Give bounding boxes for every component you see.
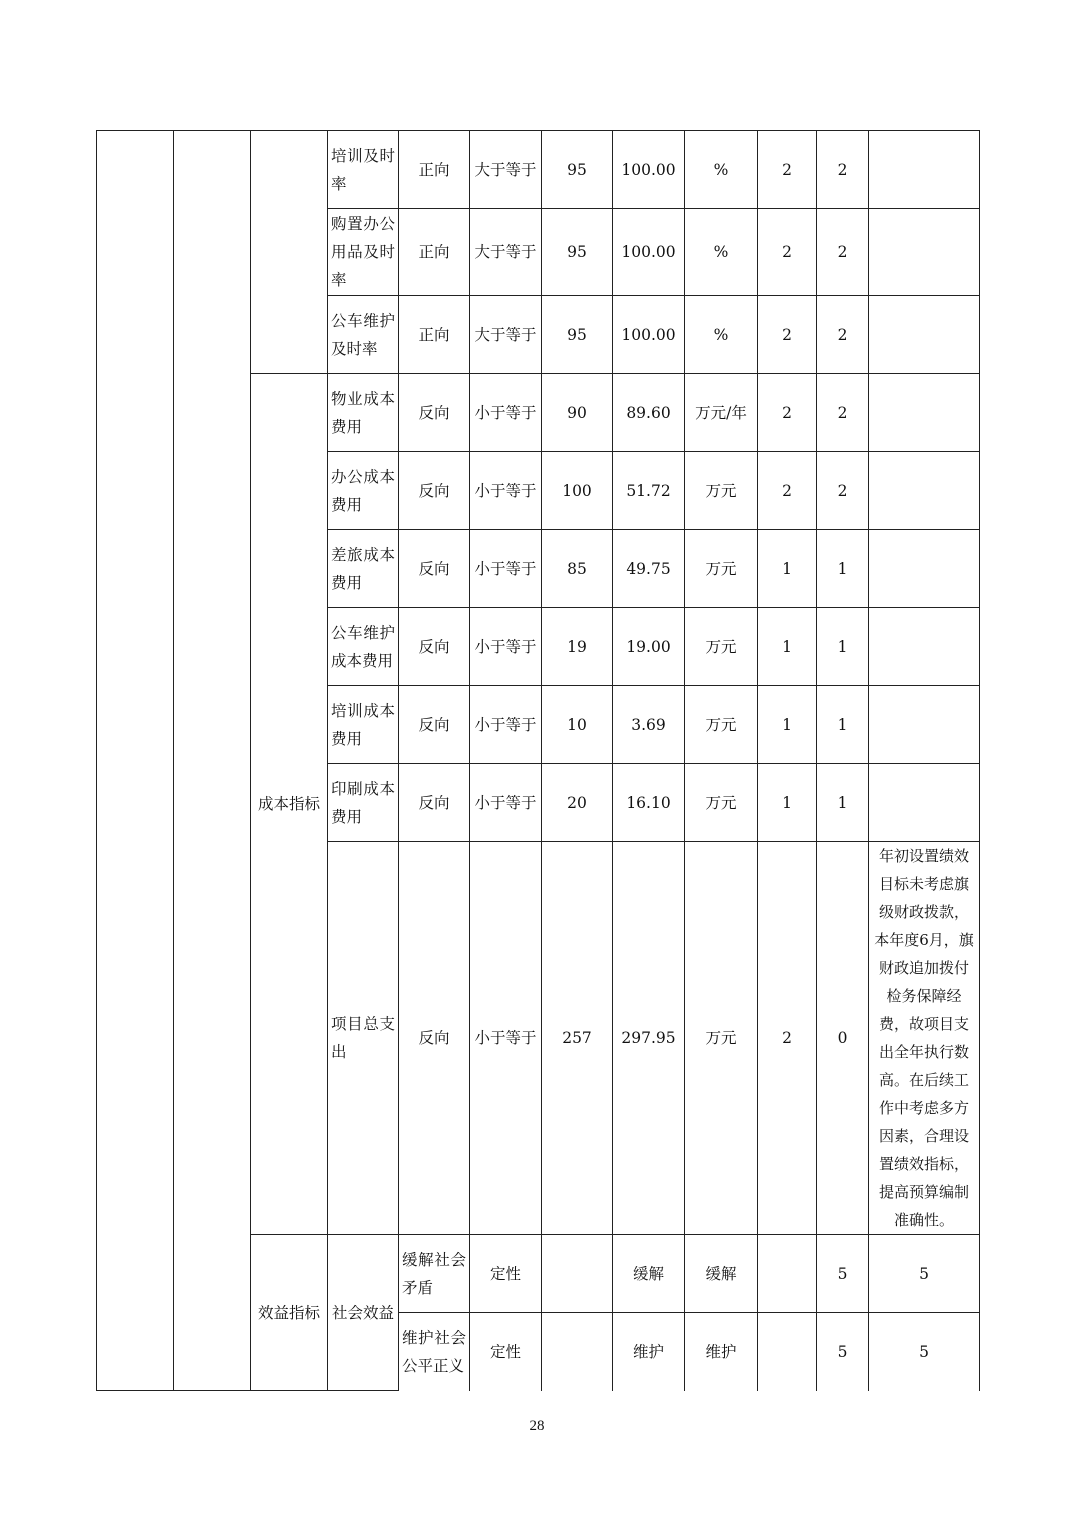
indicator-name: 办公成本费用 [328, 452, 399, 530]
indicator-direction: 正向 [399, 209, 470, 296]
indicator-score: 5 [869, 1313, 980, 1391]
indicator-comparator: 小于等于 [470, 530, 542, 608]
indicator-score: 1 [817, 530, 869, 608]
indicator-comparator: 小于等于 [470, 764, 542, 842]
indicator-target: 95 [542, 131, 613, 209]
indicator-unit: % [685, 131, 758, 209]
social-benefit-category: 社会效益 [328, 1235, 399, 1391]
indicator-target: 85 [542, 530, 613, 608]
indicator-weight: 1 [758, 686, 817, 764]
indicator-weight: 1 [758, 608, 817, 686]
indicator-unit: 万元 [685, 764, 758, 842]
indicator-weight: 1 [758, 530, 817, 608]
indicator-weight: 5 [817, 1313, 869, 1391]
indicator-actual: 51.72 [613, 452, 685, 530]
indicator-weight: 5 [817, 1235, 869, 1313]
indicator-direction: 反向 [399, 374, 470, 452]
indicator-score: 1 [817, 608, 869, 686]
indicator-weight: 2 [758, 374, 817, 452]
indicator-unit: 万元 [685, 842, 758, 1235]
indicator-comparator: 大于等于 [470, 131, 542, 209]
indicator-note [869, 209, 980, 296]
indicator-score: 2 [817, 296, 869, 374]
indicator-name: 公车维护及时率 [328, 296, 399, 374]
indicator-direction: 正向 [399, 296, 470, 374]
indicator-note [869, 131, 980, 209]
indicator-comparator: 小于等于 [470, 374, 542, 452]
indicator-score: 2 [817, 374, 869, 452]
indicator-name: 项目总支出 [328, 842, 399, 1235]
indicator-name: 培训成本费用 [328, 686, 399, 764]
indicator-unit: 万元 [685, 530, 758, 608]
performance-indicator-table [96, 130, 980, 1391]
indicator-weight: 2 [758, 209, 817, 296]
indicator-score: 1 [817, 764, 869, 842]
indicator-note [869, 530, 980, 608]
indicator-comparator [542, 1313, 613, 1391]
indicator-comparator: 小于等于 [470, 842, 542, 1235]
indicator-target: 19 [542, 608, 613, 686]
indicator-score: 2 [817, 452, 869, 530]
indicator-score: 0 [817, 842, 869, 1235]
indicator-name: 维护社会公平正义 [399, 1313, 470, 1391]
indicator-actual: 100.00 [613, 209, 685, 296]
indicator-note [869, 686, 980, 764]
indicator-target: 257 [542, 842, 613, 1235]
indicator-weight: 2 [758, 842, 817, 1235]
indicator-target: 维护 [613, 1313, 685, 1391]
indicator-score: 2 [817, 131, 869, 209]
indicator-name: 物业成本费用 [328, 374, 399, 452]
page-number: 28 [529, 1418, 545, 1434]
indicator-note [869, 374, 980, 452]
indicator-actual: 维护 [685, 1313, 758, 1391]
indicator-name: 差旅成本费用 [328, 530, 399, 608]
indicator-actual: 缓解 [685, 1235, 758, 1313]
indicator-unit [758, 1313, 817, 1391]
indicator-comparator: 大于等于 [470, 296, 542, 374]
indicator-score: 2 [817, 209, 869, 296]
indicator-direction: 反向 [399, 764, 470, 842]
indicator-name: 公车维护成本费用 [328, 608, 399, 686]
indicator-target: 10 [542, 686, 613, 764]
indicator-direction: 定性 [470, 1313, 542, 1391]
indicator-weight: 2 [758, 296, 817, 374]
indicator-direction: 反向 [399, 530, 470, 608]
indicator-name: 缓解社会矛盾 [399, 1235, 470, 1313]
level3-category-cell [251, 131, 328, 374]
indicator-direction: 反向 [399, 686, 470, 764]
indicator-direction: 反向 [399, 452, 470, 530]
indicator-score: 5 [869, 1235, 980, 1313]
indicator-score: 1 [817, 686, 869, 764]
indicator-target: 100 [542, 452, 613, 530]
indicator-actual: 100.00 [613, 131, 685, 209]
indicator-name: 印刷成本费用 [328, 764, 399, 842]
indicator-weight: 2 [758, 131, 817, 209]
indicator-note [869, 296, 980, 374]
indicator-unit: 万元/年 [685, 374, 758, 452]
indicator-actual: 89.60 [613, 374, 685, 452]
indicator-weight: 2 [758, 452, 817, 530]
indicator-actual: 49.75 [613, 530, 685, 608]
indicator-comparator: 大于等于 [470, 209, 542, 296]
indicator-target: 缓解 [613, 1235, 685, 1313]
benefit-indicator-category: 效益指标 [251, 1235, 328, 1391]
indicator-weight: 1 [758, 764, 817, 842]
indicator-unit: 万元 [685, 686, 758, 764]
indicator-unit: 万元 [685, 452, 758, 530]
indicator-actual: 3.69 [613, 686, 685, 764]
indicator-name: 购置办公用品及时率 [328, 209, 399, 296]
indicator-comparator: 小于等于 [470, 452, 542, 530]
level1-category-cell [97, 131, 174, 1391]
indicator-note [869, 764, 980, 842]
indicator-target: 90 [542, 374, 613, 452]
cost-indicator-category: 成本指标 [251, 374, 328, 1235]
indicator-actual: 19.00 [613, 608, 685, 686]
indicator-note [869, 452, 980, 530]
indicator-comparator: 小于等于 [470, 608, 542, 686]
indicator-name: 培训及时率 [328, 131, 399, 209]
indicator-comparator: 小于等于 [470, 686, 542, 764]
indicator-target: 95 [542, 296, 613, 374]
indicator-actual: 297.95 [613, 842, 685, 1235]
indicator-unit [758, 1235, 817, 1313]
indicator-unit: % [685, 209, 758, 296]
indicator-unit: 万元 [685, 608, 758, 686]
indicator-comparator [542, 1235, 613, 1313]
level2-category-cell [174, 131, 251, 1391]
indicator-direction: 反向 [399, 842, 470, 1235]
indicator-actual: 100.00 [613, 296, 685, 374]
indicator-direction: 正向 [399, 131, 470, 209]
indicator-actual: 16.10 [613, 764, 685, 842]
indicator-target: 20 [542, 764, 613, 842]
indicator-direction: 反向 [399, 608, 470, 686]
indicator-note [869, 608, 980, 686]
indicator-note: 年初设置绩效目标未考虑旗级财政拨款，本年度6月，旗财政追加拨付检务保障经费，故项目支出全年执行数高。在后续工作中考虑多方因素，合理设置绩效指标，提高预算编制准确性。 [869, 842, 980, 1235]
indicator-target: 95 [542, 209, 613, 296]
indicator-direction: 定性 [470, 1235, 542, 1313]
indicator-unit: % [685, 296, 758, 374]
table-row [97, 131, 980, 209]
